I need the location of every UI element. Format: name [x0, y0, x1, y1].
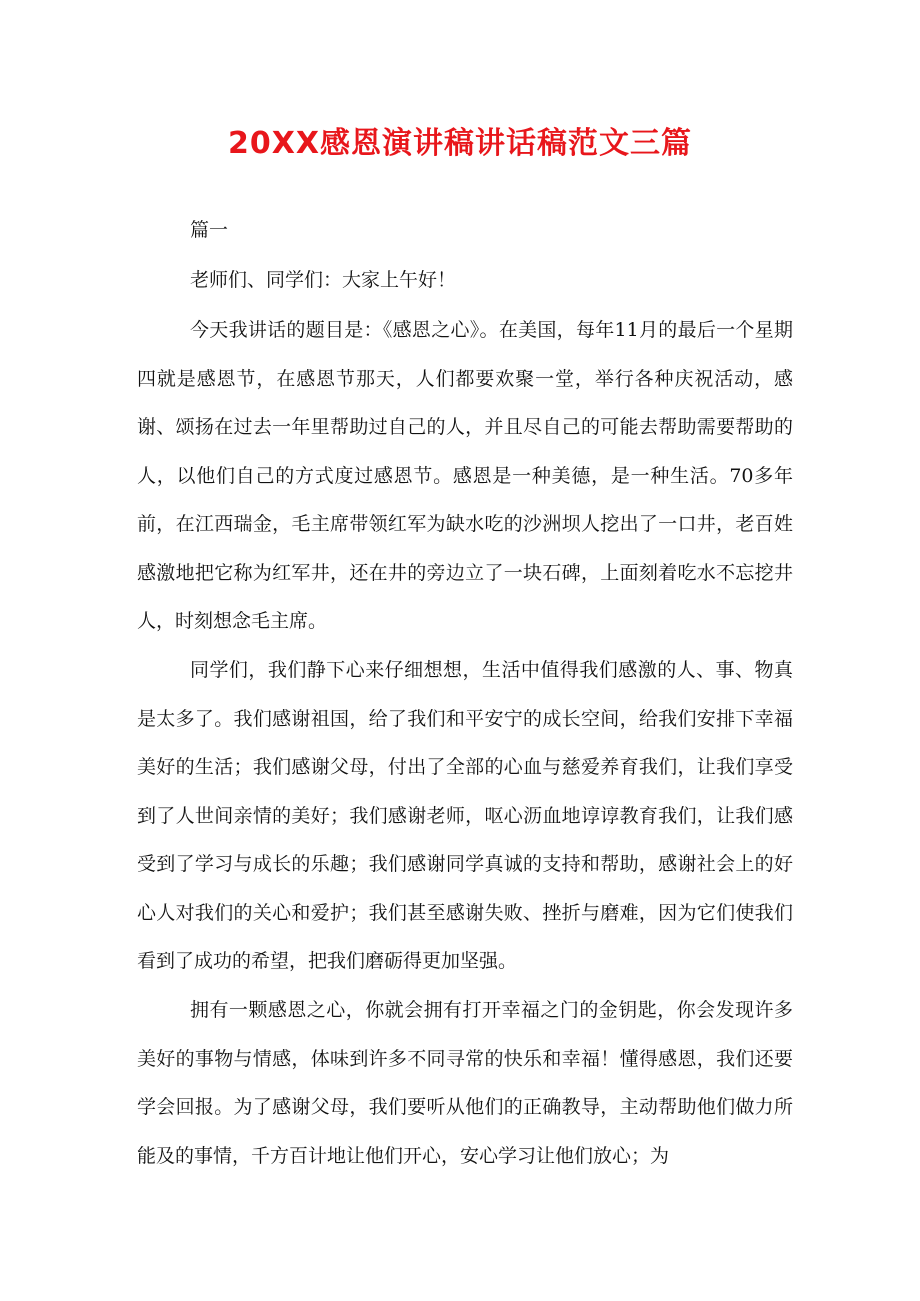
paragraph-2: 同学们，我们静下心来仔细想想，生活中值得我们感激的人、事、物真是太多了。我们感谢祖国，给了我们和平安宁的成长空间，给我们安排下幸福美好的生活；我们感谢父母，付出了全部的心血与慈爱养育我们，让我们享受到了人世间亲情的美好；我们感谢老师，呕心沥血地谆谆教育我们，让我们感受到了学习与成长的乐趣；我们感谢同学真诚的支持和帮助，感谢社会上的好心人对我们的关心和爱护；我们甚至感谢失败、挫折与磨难，因为它们使我们看到了成功的希望，把我们磨砺得更加坚强。 [137, 659, 793, 972]
greeting-line: 老师们、同学们：大家上午好！ [190, 269, 457, 291]
section-heading: 篇一 [190, 219, 229, 241]
document-title: 20XX感恩演讲稿讲话稿范文三篇 [227, 126, 692, 161]
paragraph-3: 拥有一颗感恩之心，你就会拥有打开幸福之门的金钥匙，你会发现许多美好的事物与情感，体味到许多不同寻常的快乐和幸福！懂得感恩，我们还要学会回报。为了感谢父母，我们要听从他们的正确教导，主动帮助他们做力所能及的事情，千方百计地让他们开心，安心学习让他们放心；为 [137, 999, 793, 1167]
paragraph-1: 今天我讲话的题目是：《感恩之心》。在美国，每年11月的最后一个星期四就是感恩节，在感恩节那天，人们都要欢聚一堂，举行各种庆祝活动，感谢、颂扬在过去一年里帮助过自己的人，并且尽自己的可能去帮助需要帮助的人，以他们自己的方式度过感恩节。感恩是一种美德，是一种生活。70多年前，在江西瑞金，毛主席带领红军为缺水吃的沙洲坝人挖出了一口井，老百姓感激地把它称为红军井，还在井的旁边立了一块石碑，上面刻着吃水不忘挖井人，时刻想念毛主席。 [137, 319, 793, 632]
